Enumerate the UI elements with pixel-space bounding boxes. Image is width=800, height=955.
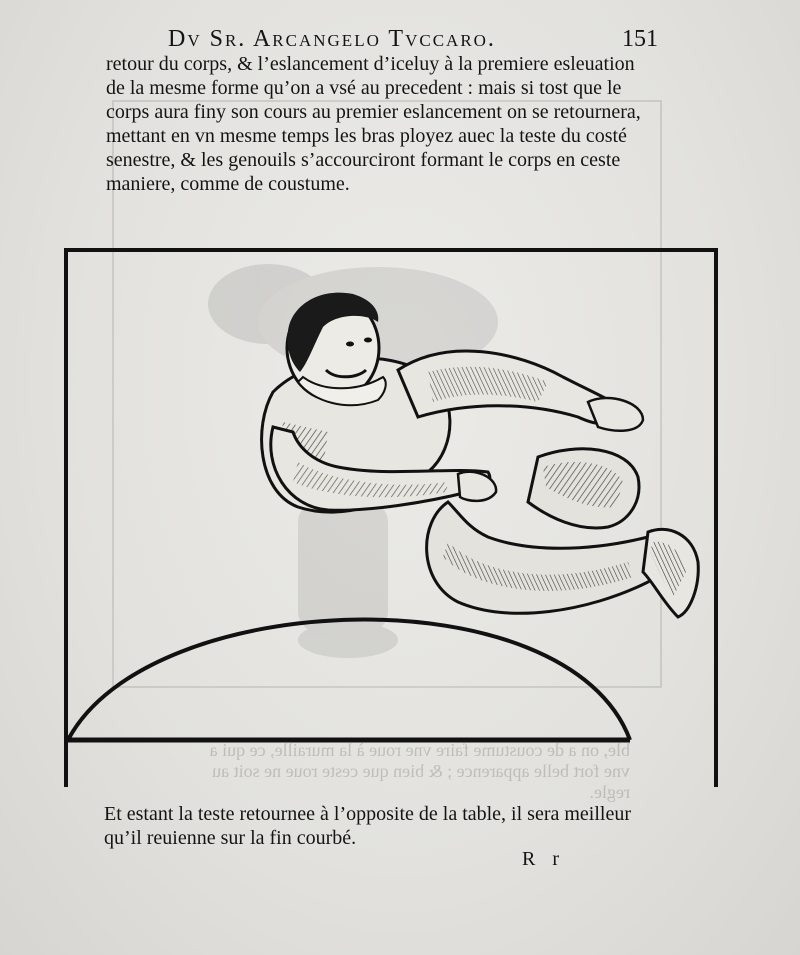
page-number: 151 bbox=[622, 26, 658, 52]
running-head: Dv Sr. Arcangelo Tvccaro. bbox=[168, 26, 496, 52]
signature-mark: R r bbox=[522, 848, 565, 870]
body-paragraph: retour du corps, & l’eslancement d’iceluy à la premiere esleuation de la mesme forme qu’on a vsé au precedent : mais si tost que le corps aura finy son cours au premier eslancement on se retournera, mettant en vn mesme temps les bras ployez auec la teste du costé senestre, & les genouils s’accourciront formant le corps en ceste maniere, comme de coustume. bbox=[106, 53, 641, 195]
bleed-through-text: ble, on a de coustume faire vne roue à la muraille, ce qui a vne fort belle apparence ; & bien que ceste roue ne soit au regle. bbox=[209, 740, 630, 802]
woodcut-figure bbox=[68, 252, 722, 791]
figure-frame bbox=[64, 248, 718, 787]
caption-paragraph: Et estant la teste retournee à l’opposite de la table, il sera meilleur qu’il reuienne sur la fin courbé. bbox=[104, 803, 632, 849]
page-header bbox=[168, 18, 658, 52]
